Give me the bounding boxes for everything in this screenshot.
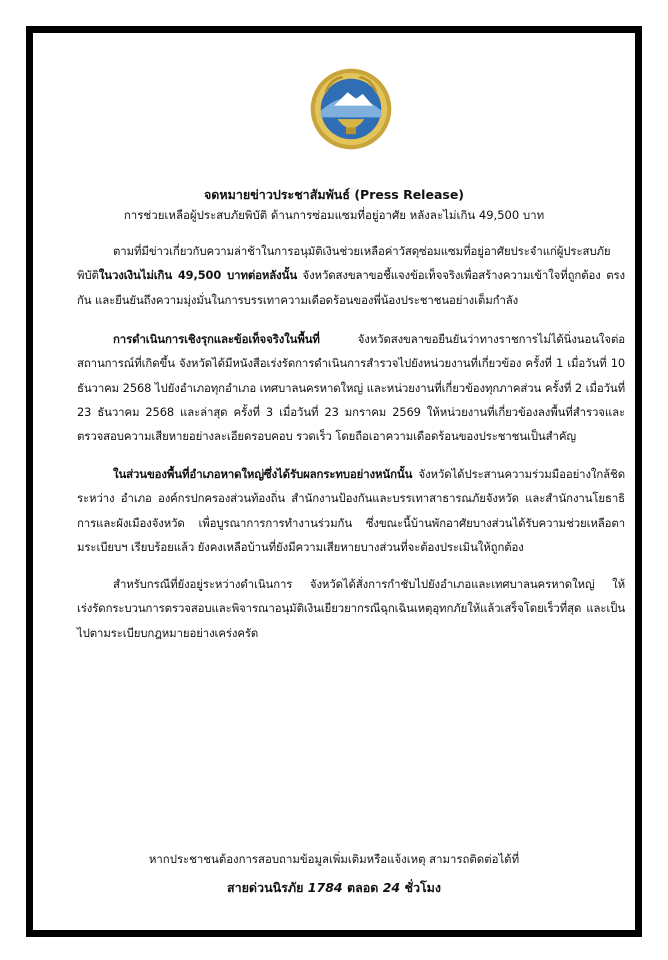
paragraph-2-text: จังหวัดสงขลาขอยืนยันว่าทางราชการไม่ได้นิ่งนอนใจต่อสถานการณ์ที่เกิดขึ้น จังหวัดได้มีหนังสือเร่งรัดการดำเนินการสำรวจไปยังหน่วยงานที่เกี่ยวข้อง ครั้งที่ 1 เมื่อวันที่ 10 ธันวาคม 2568 ไปยังอำเภอทุกอำเภอ เทศบาลนครหาดใหญ่ และหน่วยงานที่เกี่ยวข้องทุกภาคส่วน ครั้งที่ 2 เมื่อวันที่ 23 ธันวาคม 2568 และล่าสุด ครั้งที่ 3 เมื่อวันที่ 23 มกราคม 2569 ให้หน่วยงานที่เกี่ยวข้องลงพื้นที่สำรวจและตรวจสอบความเสียหายอย่างละเอียดรอบคอบ รวดเร็ว โดยถือเอาความเดือดร้อนของประชาชนเป็นสำคัญ [77,332,625,444]
hotline-label: สายด่วนนิรภัย [226,880,308,895]
hotline-joiner: ตลอด [342,880,383,895]
paragraph-1-text: จังหวัดสงขลาขอชี้แจงข้อเท็จจริงเพื่อสร้างความเข้าใจที่ถูกต้อง ตรงกัน และยืนยันถึงความมุ่งมั่นในการบรรเทาความเดือดร้อนของพี่น้องประชาชนอย่างเต็มกำลัง [77,268,625,307]
paragraph-3 [77,462,625,559]
paragraph-1-lead: ตามที่มีข่าวเกี่ยวกับความล่าช้าในการอนุมัติเงินช่วยเหลือค่าวัสดุซ่อมแซมที่อยู่อาศัยประจำแก่ผู้ประสบภัยพิบัติ [77,244,611,283]
press-release-subtitle: การช่วยเหลือผู้ประสบภัยพิบัติ ด้านการซ่อมแซมที่อยู่อาศัย หลังละไม่เกิน 49,500 บาท [123,208,545,222]
provincial-seal-icon [309,67,393,151]
paragraph-4-text: สำหรับกรณีที่ยังอยู่ระหว่างดำเนินการ จังหวัดได้สั่งการกำชับไปยังอำเภอและเทศบาลนครหาดใหญ่ ให้เร่งรัดกระบวนการตรวจสอบและพิจารณาอนุมัติเงินเยียวยากรณีฉุกเฉินเหตุอุทกภัยให้แล้วเสร็จโดยเร็วที่สุด และเป็นไปตามระเบียบกฎหมายอย่างเคร่งครัด [77,577,625,640]
contact-note: หากประชาชนต้องการสอบถามข้อมูลเพิ่มเติมหรือแจ้งเหตุ สามารถติดต่อได้ที่ [148,852,520,866]
paragraph-1 [77,239,625,312]
paragraph-4 [77,572,625,645]
hotline [33,878,635,898]
paragraph-3-bold: ในส่วนของพื้นที่อำเภอหาดใหญ่ซึ่งได้รับผลกระทบอย่างหนักนั้น [113,467,413,481]
paragraph-3-text: จังหวัดได้ประสานความร่วมมืออย่างใกล้ชิดระหว่าง อำเภอ องค์กรปกครองส่วนท้องถิ่น สำนักงานป้องกันและบรรเทาสาธารณภัยจังหวัด และสำนักงานโยธาธิการและผังเมืองจังหวัด เพื่อบูรณาการการทำงานร่วมกัน ซึ่งขณะนี้บ้านพักอาศัยบางส่วนได้รับความช่วยเหลือตามระเบียบฯ เรียบร้อยแล้ว ยังคงเหลือบ้านที่ยังมีความเสียหายบางส่วนที่จะต้องประเมินให้ถูกต้อง [77,467,625,554]
hotline-unit: ชั่วโมง [400,880,442,895]
paragraph-2 [77,327,625,448]
press-release-title: จดหมายข่าวประชาสัมพันธ์ (Press Release) [203,187,465,202]
hotline-hours: 24 [382,880,401,895]
paragraph-1-bold: ในวงเงินไม่เกิน 49,500 บาทต่อหลังนั้น [98,268,298,283]
hotline-number: 1784 [307,880,343,895]
paragraph-2-bold: การดำเนินการเชิงรุกและข้อเท็จจริงในพื้นที่ [113,332,320,346]
press-release-frame [26,26,642,937]
